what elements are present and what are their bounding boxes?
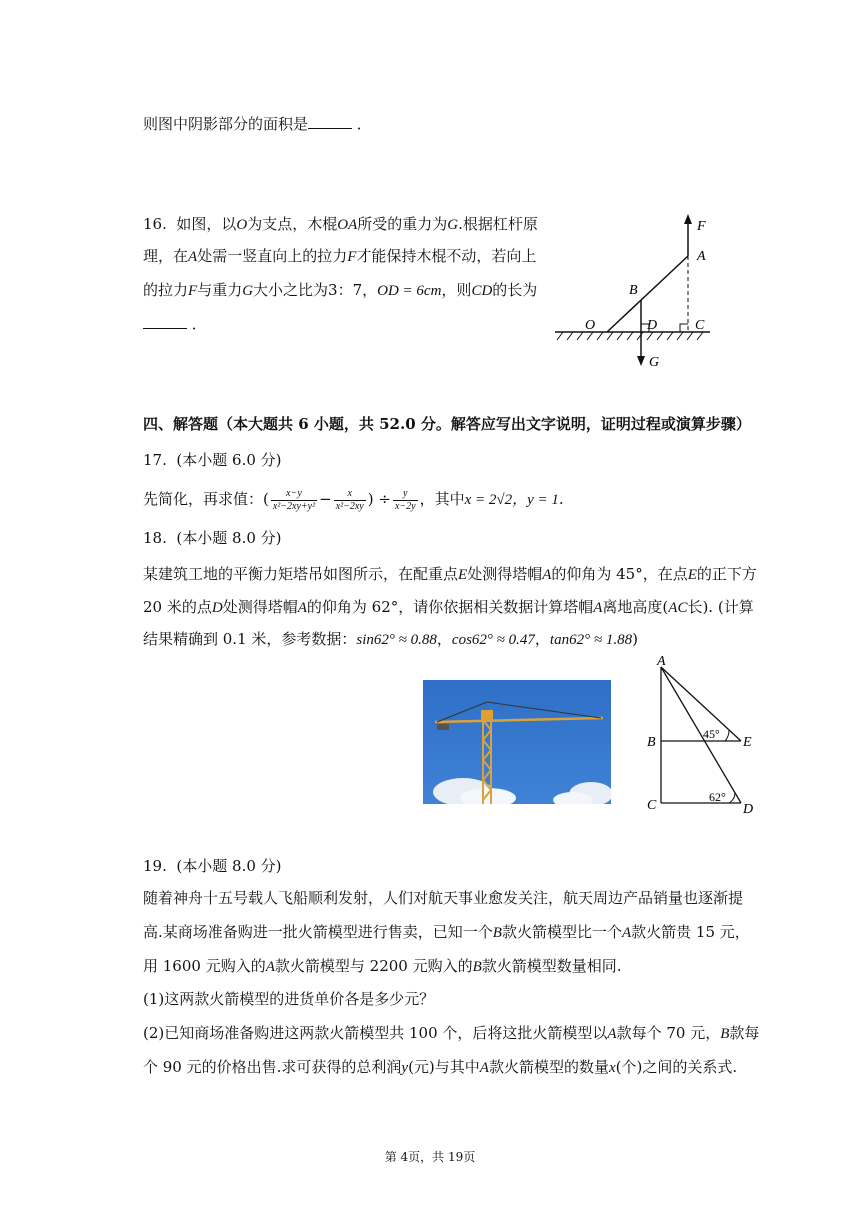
tower-geometry-figure [645, 655, 760, 815]
label-e: E [743, 735, 752, 750]
q15-tail-line: 则图中阴影部分的面积是 ． [143, 115, 372, 133]
lever-figure [545, 208, 720, 373]
angle-45-label: 45° [703, 727, 720, 741]
line-ad [661, 667, 741, 803]
q16-line-2: 理，在A处需一竖直向上的拉力F才能保持木棍不动，若向上 [143, 247, 537, 265]
ground-hatching [557, 332, 703, 340]
label-d: D [743, 802, 754, 815]
q19-header: 19. (本小题 8.0 分) [143, 857, 282, 875]
q19-part-1: (1)这两款火箭模型的进货单价各是多少元？ [143, 990, 435, 1008]
q16-line-4: ． [143, 313, 207, 335]
line-ae [661, 667, 741, 741]
q18-line-2: 20 米的点D处测得塔帽A的仰角为 62°，请你依据相关数据计算塔帽A离地高度(AC长). (计算 [143, 598, 754, 616]
fraction-1: $\frac{x-y}{\text{x²−2xy+y²}}$ [272, 487, 316, 512]
q19-part-2-line-2: 个 90 元的价格出售.求可获得的总利润y(元)与其中A款火箭模型的数量x(个)之间的关系式. [143, 1058, 738, 1076]
tower-crane-photo [423, 680, 611, 804]
fraction-2: $\frac{x}{\text{x²−2xy}}$ [335, 487, 364, 512]
fraction-3: $\frac{y}{x-2y}$ [394, 487, 416, 512]
label-g: G [649, 355, 660, 370]
q16-line-1: 16. 如图，以O为支点，木棍OA所受的重力为G.根据杠杆原 [143, 215, 538, 233]
label-o: O [585, 318, 596, 333]
q18-line-1: 某建筑工地的平衡力矩塔吊如图所示，在配重点E处测得塔帽A的仰角为 45°，在点E的正下方 [143, 565, 757, 583]
q17-header: 17. (本小题 6.0 分) [143, 451, 282, 469]
q19-line-3: 用 1600 元购入的A款火箭模型与 2200 元购入的B款火箭模型数量相同. [143, 957, 622, 975]
label-f: F [697, 219, 706, 234]
q19-line-2: 高.某商场准备购进一批火箭模型进行售卖，已知一个B款火箭模型比一个A款火箭贵 15 元， [143, 923, 750, 941]
answer-blank [308, 113, 352, 129]
label-d: D [647, 318, 658, 333]
question-number: 16. [143, 215, 167, 233]
label-b: B [647, 735, 656, 750]
q18-header: 18. (本小题 8.0 分) [143, 529, 282, 547]
label-a: A [657, 655, 666, 669]
label-a: A [697, 249, 706, 264]
page-footer: 第 4页，共 19页 [384, 1150, 476, 1164]
section-heading: 四、解答题（本大题共 6 小题，共 52.0 分。解答应写出文字说明，证明过程或演算步骤） [143, 415, 751, 433]
q17-expression: 先简化，再求值：( $\frac{x-y}{\text{x²−2xy+y²}}$ − $\frac{x}{\text{x²−2xy}}$ ) ÷ $\frac{y}{x-2y}$ ，其中x = 2√2，y = 1. [143, 487, 564, 512]
q19-line-1: 随着神舟十五号载人飞船顺利发射，人们对航天事业愈发关注，航天周边产品销量也逐渐提 [143, 889, 744, 907]
right-angle-c [680, 324, 688, 332]
q16-line-3: 的拉力F与重力G大小之比为3：7，OD = 6cm，则CD的长为 [143, 281, 538, 299]
q18-line-3: 结果精确到 0.1 米，参考数据：sin62° ≈ 0.88，cos62° ≈ 0.47，tan62° ≈ 1.88) [143, 630, 638, 648]
label-c: C [695, 318, 705, 333]
angle-62-label: 62° [709, 790, 726, 804]
q19-part-2-line-1: (2)已知商场准备购进这两款火箭模型共 100 个，后将这批火箭模型以A款每个 70 元，B款每 [143, 1024, 760, 1042]
label-c: C [647, 798, 657, 813]
answer-blank [143, 313, 187, 329]
label-b: B [629, 283, 638, 298]
